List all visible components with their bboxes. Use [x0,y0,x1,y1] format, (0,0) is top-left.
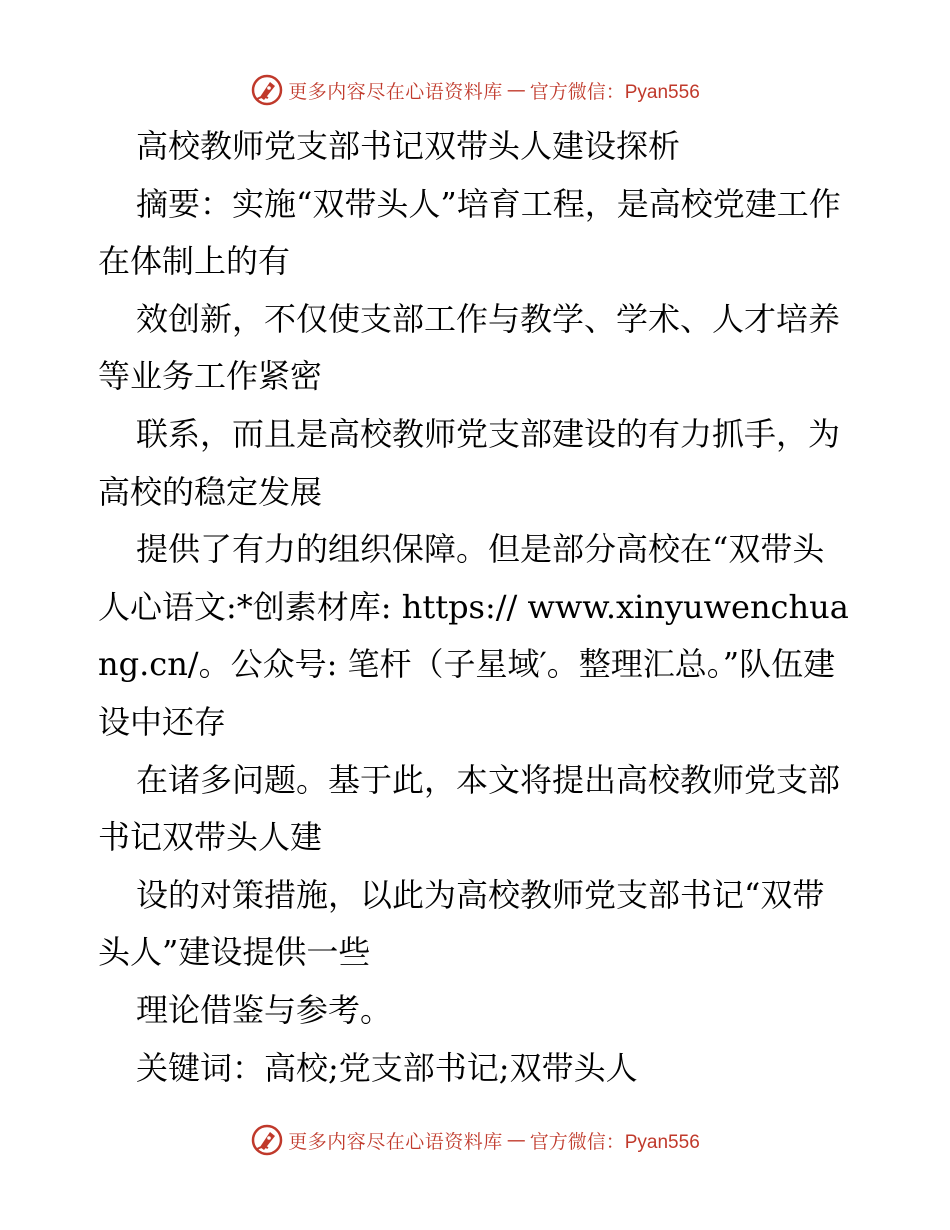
footer-banner-separator: — [506,1129,526,1151]
header-banner-text: 更多内容尽在心语资料库 [288,80,503,103]
pen-nib-circle-logo-icon [250,1123,284,1157]
body-paragraph: 在诸多问题。基于此，本文将提出高校教师党支部书记双带头人建 [98,760,841,857]
body-paragraph: 效创新，不仅使支部工作与教学、学术、人才培养等业务工作紧密 [98,299,841,396]
document-title: 高校教师党支部书记双带头人建设探析 [136,127,681,165]
body-paragraph: 理论借鉴与参考。 [136,990,393,1029]
document-body [98,118,854,1097]
header-banner-account: 官方微信：Pyan556 [529,81,700,103]
footer-banner-text: 更多内容尽在心语资料库 [288,1130,503,1153]
footer-banner-account: 官方微信：Pyan556 [529,1131,700,1153]
header-banner-separator: — [506,79,526,101]
pen-nib-circle-logo-icon [250,73,284,107]
keywords-paragraph: 关键词：高校;党支部书记;双带头人 [136,1048,638,1087]
header-banner [0,70,950,110]
header-banner-content [250,73,700,107]
body-paragraph: 提供了有力的组织保障。但是部分高校在“双带头人心语文:*创素材库: https:// www.xinyuwenchuang.cn/。公众号: 笔杆（子星域′。整理汇总。”队伍建设中还存 [98,530,849,741]
body-paragraph: 联系，而且是高校教师党支部建设的有力抓手，为高校的稳定发展 [98,414,841,511]
abstract-paragraph: 摘要：实施“双带头人”培育工程，是高校党建工作在体制上的有 [98,184,841,281]
footer-banner [0,1120,950,1160]
footer-banner-content [250,1123,700,1157]
body-paragraph: 设的对策措施，以此为高校教师党支部书记“双带头人”建设提供一些 [98,875,825,972]
